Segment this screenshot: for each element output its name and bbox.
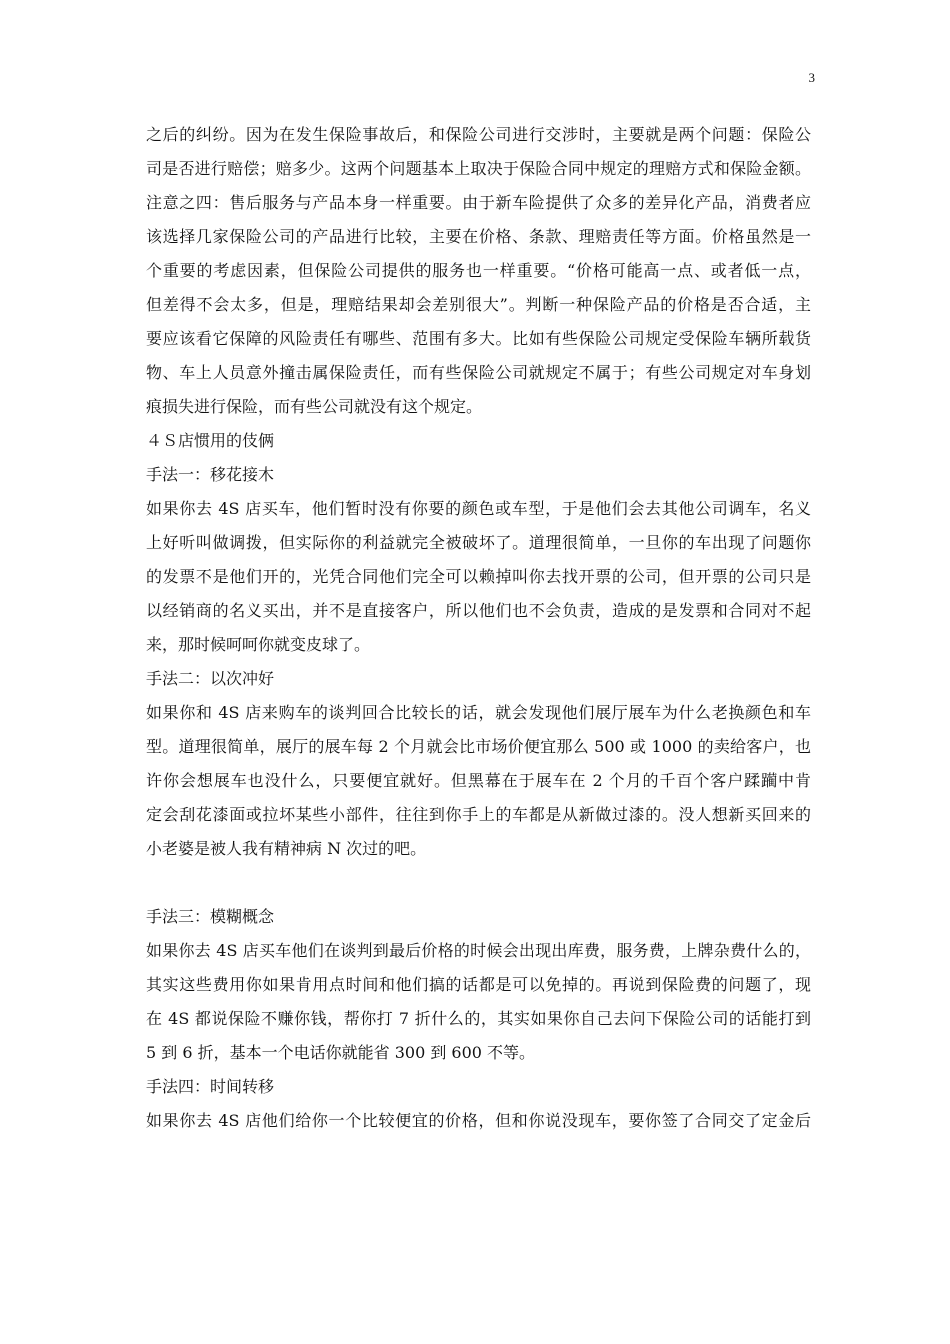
text-line: 定会刮花漆面或拉坏某些小部件，往往到你手上的车都是从新做过漆的。没人想新买回来的 [146,805,811,824]
text-line: 痕损失进行保险，而有些公司就没有这个规定。 [146,397,483,416]
text-line: 物、车上人员意外撞击属保险责任，而有些保险公司就规定不属于；有些公司规定对车身划 [146,363,811,382]
method-heading: 手法一：移花接木 [146,465,275,484]
text-line: 在 4S 都说保险不赚你钱，帮你打 7 折什么的，其实如果你自己去问下保险公司的话能打到 [146,1009,811,1028]
text-line: 司是否进行赔偿；赔多少。这两个问题基本上取决于保险合同中规定的理赔方式和保险金额。 [146,159,811,178]
text-line: 如果你去 4S 店他们给你一个比较便宜的价格，但和你说没现车，要你签了合同交了定金后 [146,1111,811,1130]
text-line: 5 到 6 折，基本一个电话你就能省 300 到 600 不等。 [146,1043,536,1062]
page-number: 3 [808,70,815,85]
method-heading: 手法四：时间转移 [146,1077,275,1096]
text-line: 注意之四：售后服务与产品本身一样重要。由于新车险提供了众多的差异化产品，消费者应 [146,193,811,212]
method-heading: 手法三：模糊概念 [146,907,275,926]
text-line: 但差得不会太多，但是，理赔结果却会差别很大”。判断一种保险产品的价格是否合适，主 [146,295,811,314]
text-line: 其实这些费用你如果肯用点时间和他们搞的话都是可以免掉的。再说到保险费的问题了，现 [146,975,811,994]
text-line: 如果你去 4S 店买车他们在谈判到最后价格的时候会出现出库费，服务费，上牌杂费什么的， [146,941,811,960]
text-line: 个重要的考虑因素，但保险公司提供的服务也一样重要。“价格可能高一点、或者低一点， [146,261,811,280]
text-line: 的发票不是他们开的，光凭合同他们完全可以赖掉叫你去找开票的公司，但开票的公司只是 [146,567,811,586]
text-line: 如果你和 4S 店来购车的谈判回合比较长的话，就会发现他们展厅展车为什么老换颜色和车 [146,703,811,722]
text-line: 来，那时候呵呵你就变皮球了。 [146,635,371,654]
text-line: 许你会想展车也没什么，只要便宜就好。但黑幕在于展车在 2 个月的千百个客户蹂躏中肯 [146,771,811,790]
blank-line [146,866,811,900]
text-line: 之后的纠纷。因为在发生保险事故后，和保险公司进行交涉时，主要就是两个问题：保险公 [146,125,811,144]
text-line: 型。道理很简单，展厅的展车每 2 个月就会比市场价便宜那么 500 或 1000 的卖给客户，也 [146,737,811,756]
text-line: 以经销商的名义买出，并不是直接客户，所以他们也不会负责，造成的是发票和合同对不起 [146,601,811,620]
document-body [146,118,811,1138]
text-line: 上好听叫做调拨，但实际你的利益就完全被破坏了。道理很简单，一旦你的车出现了问题你 [146,533,811,552]
section-heading: ４Ｓ店惯用的伎俩 [146,431,275,450]
text-line: 如果你去 4S 店买车，他们暂时没有你要的颜色或车型，于是他们会去其他公司调车，名义 [146,499,811,518]
text-line: 要应该看它保障的风险责任有哪些、范围有多大。比如有些保险公司规定受保险车辆所载货 [146,329,811,348]
text-line: 该选择几家保险公司的产品进行比较，主要在价格、条款、理赔责任等方面。价格虽然是一 [146,227,811,246]
text-line: 小老婆是被人我有精神病 N 次过的吧。 [146,839,427,858]
method-heading: 手法二：以次冲好 [146,669,275,688]
